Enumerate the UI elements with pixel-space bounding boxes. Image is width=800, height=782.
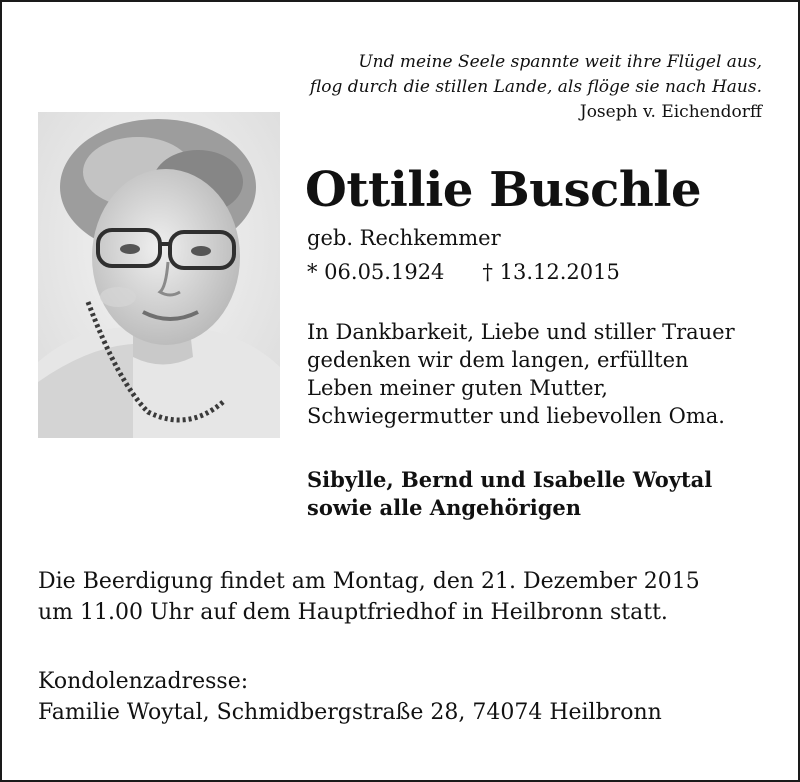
funeral-line: um 11.00 Uhr auf dem Hauptfriedhof in Heilbronn statt.	[38, 600, 668, 625]
dedication-text	[307, 318, 777, 430]
dedication-line: In Dankbarkeit, Liebe und stiller Trauer	[307, 320, 735, 344]
death-date: † 13.12.2015	[482, 260, 620, 284]
mourners	[307, 466, 777, 522]
mourners-line: Sibylle, Bernd und Isabelle Woytal	[307, 467, 713, 492]
life-dates	[307, 258, 620, 286]
maiden-name: geb. Rechkemmer	[307, 226, 501, 250]
dedication-line: Leben meiner guten Mutter,	[307, 376, 608, 400]
portrait-photo	[38, 112, 280, 438]
mourners-line: sowie alle Angehörigen	[307, 495, 582, 520]
funeral-notice	[38, 566, 768, 628]
dedication-line: Schwiegermutter und liebevollen Oma.	[307, 404, 725, 428]
birth-date: * 06.05.1924	[307, 260, 445, 284]
dedication-line: gedenken wir dem langen, erfüllten	[307, 348, 689, 372]
condolence-address-line: Familie Woytal, Schmidbergstraße 28, 74074 Heilbronn	[38, 700, 662, 725]
epigraph	[292, 50, 762, 125]
epigraph-author: Joseph v. Eichendorff	[579, 102, 762, 122]
epigraph-line: Und meine Seele spannte weit ihre Flügel aus,	[358, 52, 762, 72]
epigraph-line: flog durch die stillen Lande, als flöge sie nach Haus.	[309, 77, 762, 97]
condolence-address	[38, 666, 768, 728]
condolence-label: Kondolenzadresse:	[38, 669, 249, 694]
deceased-name: Ottilie Buschle	[305, 162, 701, 218]
funeral-line: Die Beerdigung findet am Montag, den 21. Dezember 2015	[38, 569, 700, 594]
